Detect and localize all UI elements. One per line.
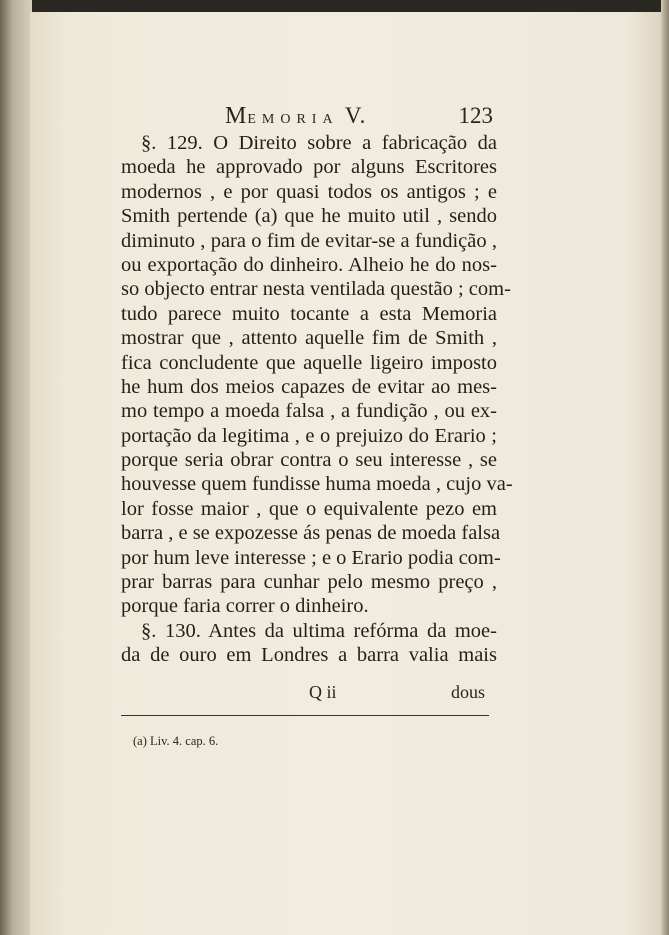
body-text xyxy=(121,131,513,668)
footnote: (a) Liv. 4. cap. 6. xyxy=(133,734,219,748)
text-line: porque faria correr o dinheiro. xyxy=(121,595,369,618)
text-line: fica concludente que aquelle ligeiro imposto xyxy=(121,351,497,374)
text-line: mo tempo a moeda falsa , a fundição , ou ex- xyxy=(121,400,497,423)
text-line: da de ouro em Londres a barra valia mais xyxy=(121,644,497,667)
text-line: mostrar que , attento aquelle fim de Smith , xyxy=(121,327,497,350)
text-line: §. 130. Antes da ultima refórma da moe- xyxy=(141,619,497,642)
text-line: lor fosse maior , que o equivalente pezo em xyxy=(121,497,497,520)
text-line: modernos , e por quasi todos os antigos ; e xyxy=(121,180,497,203)
text-line: porque seria obrar contra o seu interesse , se xyxy=(121,449,497,472)
text-line: por hum leve interesse ; e o Erario podia com- xyxy=(121,546,501,569)
text-line: tudo parece muito tocante a esta Memoria xyxy=(121,302,497,325)
text-line: Smith pertende (a) que he muito util , sendo xyxy=(121,205,497,228)
page-number: 123 xyxy=(458,103,493,128)
page-header xyxy=(225,103,493,129)
footnote-rule xyxy=(121,715,489,716)
text-line: barra , e se expozesse ás penas de moeda falsa xyxy=(121,522,501,545)
text-line: portação da legitima , e o prejuizo do Erario ; xyxy=(121,424,497,447)
text-line: so objecto entrar nesta ventilada questão ; com- xyxy=(121,278,511,301)
text-line: moeda he approvado por alguns Escritores xyxy=(121,156,497,179)
book-gutter-edge xyxy=(0,0,32,935)
catchword: dous xyxy=(450,682,485,702)
text-line: §. 129. O Direito sobre a fabricação da xyxy=(141,132,497,154)
text-line: ou exportação do dinheiro. Alheio he do nos- xyxy=(121,253,497,276)
text-line: houvesse quem fundisse huma moeda , cujo va- xyxy=(121,473,513,496)
text-line: diminuto , para o fim de evitar-se a fundição , xyxy=(121,229,497,252)
running-title: MEMORIA V. xyxy=(225,103,367,129)
page-right-edge xyxy=(661,0,669,935)
signature-mark: Q ii xyxy=(309,682,337,702)
text-line: prar barras para cunhar pelo mesmo preço , xyxy=(121,571,497,594)
text-line: he hum dos meios capazes de evitar ao mes- xyxy=(121,375,497,398)
signature-line xyxy=(121,682,497,706)
